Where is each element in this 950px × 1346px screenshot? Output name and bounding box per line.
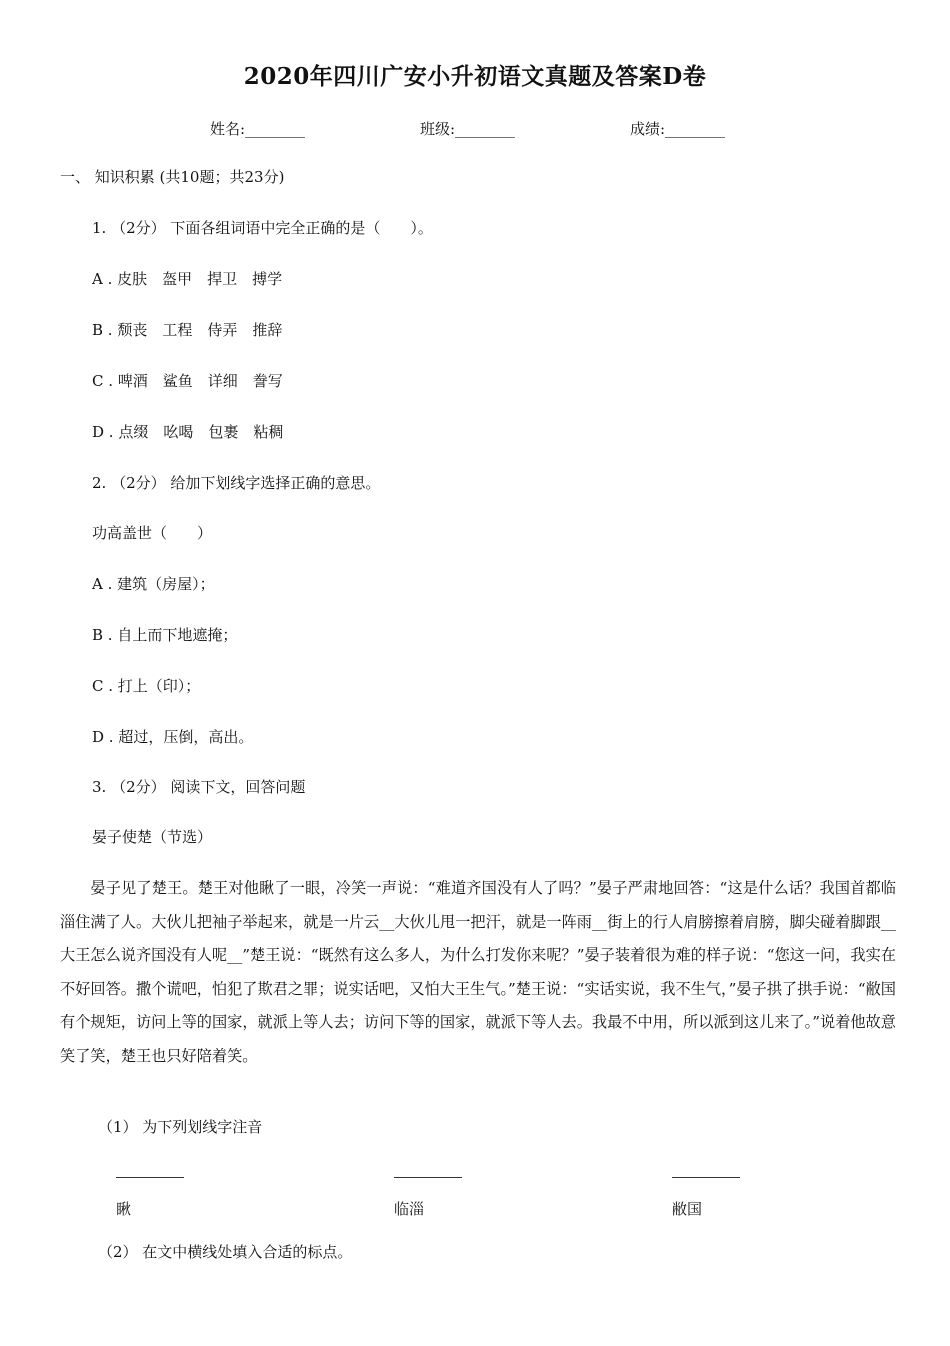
passage-paragraph: 晏子见了楚王。楚王对他瞅了一眼，冷笑一声说：“难道齐国没有人了吗？”晏子严肃地回答：“这是什么话？我国首都临淄住满了人。大伙儿把袖子举起来，就是一片云__大伙儿甩一把汗，就是一阵雨__街上的行人肩膀擦着肩膀，脚尖碰着脚跟__大王怎么说齐国没有人呢__”楚王说：“既然有这么多人，为什么打发你来呢？”晏子装着很为难的样子说：“您这一问，我实在不好回答。撒个谎吧，怕犯了欺君之罪；说实话吧，又怕大王生气。”楚王说：“实话实说，我不生气，”晏子拱了拱手说：“敝国有个规矩，访问上等的国家，就派上等人去；访问下等的国家，就派下等人去。我最不中用，所以派到这儿来了。”说着他故意笑了笑，楚王也只好陪着笑。 [60, 879, 896, 1065]
question-1-option-b: B . 颓丧 工程 侍弄 推辞 [92, 321, 283, 339]
answer-blank-2[interactable] [394, 1177, 462, 1178]
question-2-stem: 2. （2分） 给加下划线字选择正确的意思。 [92, 474, 381, 492]
score-field: 成绩:________ [630, 120, 726, 138]
section-title: 一、 知识积累 (共10题；共23分) [60, 168, 285, 186]
question-1-option-c: C . 啤酒 鲨鱼 详细 誊写 [92, 372, 283, 390]
sub-question-2: （2） 在文中横线处填入合适的标点。 [98, 1243, 353, 1261]
sub-question-1: （1） 为下列划线字注音 [98, 1118, 263, 1136]
answer-blank-1[interactable] [116, 1177, 184, 1178]
pinyin-word-2: 临淄 [394, 1200, 425, 1218]
pinyin-word-3: 敝国 [672, 1200, 703, 1218]
pinyin-word-1: 瞅 [116, 1200, 132, 1218]
question-2-phrase: 功高盖世（ ） [92, 524, 213, 542]
passage-body [60, 872, 896, 1073]
question-2-option-a: A . 建筑（房屋）； [92, 575, 215, 593]
class-field: 班级:________ [420, 120, 516, 138]
question-2-option-c: C . 打上（印）； [92, 677, 201, 695]
question-3-stem: 3. （2分） 阅读下文，回答问题 [92, 778, 306, 796]
question-2-option-d: D . 超过，压倒，高出。 [92, 728, 254, 746]
question-1-stem: 1. （2分） 下面各组词语中完全正确的是（ ）。 [92, 219, 433, 237]
question-1-option-d: D . 点缀 吆喝 包裹 粘稠 [92, 423, 284, 441]
question-1-option-a: A . 皮肤 盔甲 捍卫 搏学 [92, 270, 283, 288]
name-field: 姓名:________ [210, 120, 306, 138]
page-title: 2020年四川广安小升初语文真题及答案D卷 [243, 63, 707, 90]
question-2-option-b: B . 自上而下地遮掩； [92, 626, 238, 644]
answer-blank-3[interactable] [672, 1177, 740, 1178]
passage-title: 晏子使楚（节选） [92, 828, 213, 846]
